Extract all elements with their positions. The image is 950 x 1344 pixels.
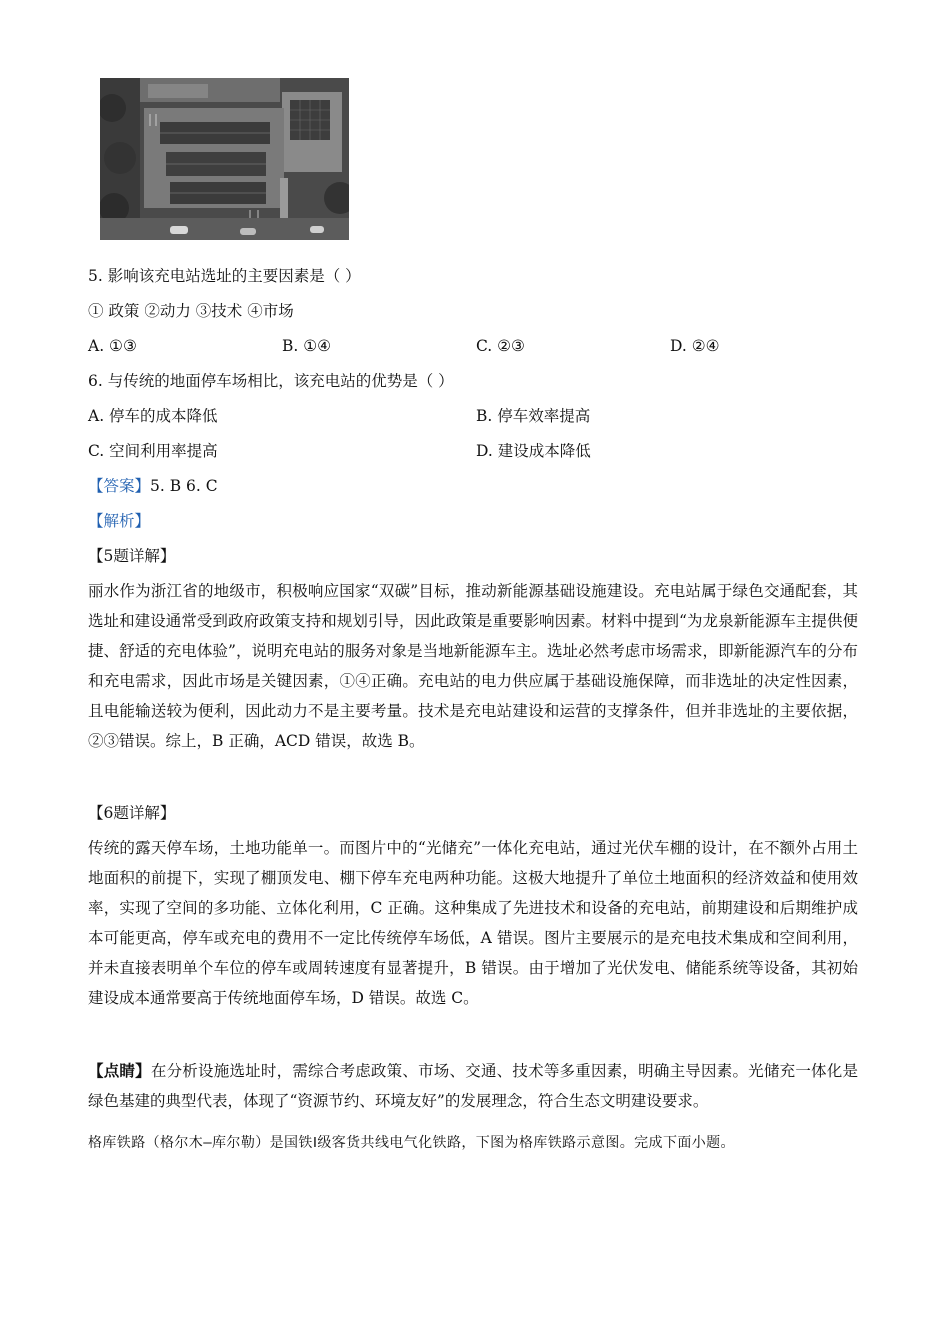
q5-option-c[interactable]: C. ②③ [476,337,525,355]
tip-text: 在分析设施选址时，需综合考虑政策、市场、交通、技术等多重因素，明确主导因素。光储充一体化是绿色基建的典型代表，体现了“资源节约、环境友好”的发展理念，符合生态文明建设要求。 [88,1062,858,1110]
answer-text: 5. B 6. C [150,477,218,495]
analysis-label: 【解析】 [88,512,151,530]
next-question-intro: 格库铁路（格尔木—库尔勒）是国铁Ⅰ级客货共线电气化铁路，下图为格库铁路示意图。完成下面小题。 [88,1135,735,1151]
tip-block [88,1056,858,1116]
tip-label: 【点睛】 [88,1061,151,1080]
q5-stem: 5. 影响该充电站选址的主要因素是（ ） [88,267,361,285]
q5-items: ① 政策 ②动力 ③技术 ④市场 [88,302,294,320]
q5-detail-text: 丽水作为浙江省的地级市，积极响应国家“双碳”目标，推动新能源基础设施建设。充电站属于绿色交通配套，其选址和建设通常受到政府政策支持和规划引导，因此政策是重要影响因素。材料中提到“为龙泉新能源车主提供便捷、舒适的充电体验”，说明充电站的服务对象是当地新能源车主。选址必然考虑市场需求，即新能源汽车的分布和充电需求，因此市场是关键因素，①④正确。充电站的电力供应属于基础设施保障，而非选址的决定性因素，且电能输送较为便利，因此动力不是主要考量。技术是充电站建设和运营的支撑条件，但并非选址的主要依据，②③错误。综上，B 正确，ACD 错误，故选 B。 [88,582,858,750]
q6-detail-text: 传统的露天停车场，土地功能单一。而图片中的“光储充”一体化充电站，通过光伏车棚的设计，在不额外占用土地面积的前提下，实现了棚顶发电、棚下停车充电两种功能。这极大地提升了单位土地面积的经济效益和使用效率，实现了空间的多功能、立体化利用，C 正确。这种集成了先进技术和设备的充电站，前期建设和后期维护成本可能更高，停车或充电的费用不一定比传统停车场低，A 错误。图片主要展示的是充电技术集成和空间利用，并未直接表明单个车位的停车或周转速度有显著提升，B 错误。由于增加了光伏发电、储能系统等设备，其初始建设成本通常要高于传统地面停车场，D 错误。故选 C。 [88,839,858,1007]
q6-option-a[interactable]: A. 停车的成本降低 [88,407,218,425]
answer-line [88,475,218,497]
q6-detail-label: 【6题详解】 [88,804,176,822]
q5-detail-label: 【5题详解】 [88,547,176,565]
q5-option-a[interactable]: A. ①③ [88,337,137,355]
q5-option-b[interactable]: B. ①④ [282,337,332,355]
charging-station-photo [100,78,349,240]
q6-option-d[interactable]: D. 建设成本降低 [476,442,591,460]
q6-option-b[interactable]: B. 停车效率提高 [476,407,591,425]
q6-stem: 6. 与传统的地面停车场相比，该充电站的优势是（ ） [88,372,454,390]
q5-option-d[interactable]: D. ②④ [670,337,720,355]
answer-label: 【答案】 [88,477,151,495]
q6-option-c[interactable]: C. 空间利用率提高 [88,442,218,460]
